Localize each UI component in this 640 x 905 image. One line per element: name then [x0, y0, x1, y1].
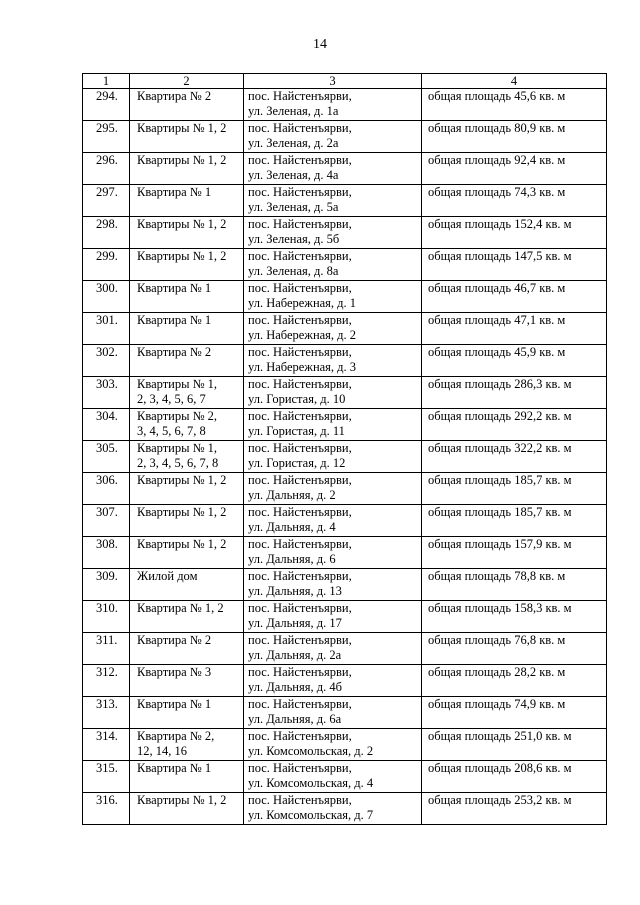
object-area: общая площадь 74,3 кв. м [422, 185, 607, 217]
object-name: Квартира № 2, 12, 14, 16 [130, 729, 244, 761]
address-line-2: ул. Набережная, д. 1 [248, 296, 357, 310]
address-line-2: ул. Зеленая, д. 5б [248, 232, 340, 246]
address-line-1: пос. Найстенъярви, [248, 89, 352, 103]
row-number: 299. [83, 249, 130, 281]
object-address [244, 249, 422, 281]
object-name: Квартиры № 1, 2 [130, 473, 244, 505]
table-row [83, 569, 607, 601]
object-name: Жилой дом [130, 569, 244, 601]
object-address [244, 697, 422, 729]
address-line-1: пос. Найстенъярви, [248, 505, 352, 519]
address-line-1: пос. Найстенъярви, [248, 761, 352, 775]
address-line-1: пос. Найстенъярви, [248, 633, 352, 647]
table-row [83, 313, 607, 345]
address-line-2: ул. Комсомольская, д. 4 [248, 776, 374, 790]
table-row [83, 473, 607, 505]
table-row [83, 281, 607, 313]
object-address [244, 473, 422, 505]
address-line-2: ул. Зеленая, д. 8а [248, 264, 339, 278]
object-name: Квартира № 3 [130, 665, 244, 697]
table-row [83, 89, 607, 121]
object-address [244, 569, 422, 601]
object-name: Квартиры № 1, 2 [130, 793, 244, 825]
address-line-2: ул. Гористая, д. 10 [248, 392, 346, 406]
table-row [83, 633, 607, 665]
table-row [83, 217, 607, 249]
object-area: общая площадь 157,9 кв. м [422, 537, 607, 569]
object-address [244, 121, 422, 153]
object-area: общая площадь 45,6 кв. м [422, 89, 607, 121]
object-area: общая площадь 322,2 кв. м [422, 441, 607, 473]
row-number: 307. [83, 505, 130, 537]
row-number: 308. [83, 537, 130, 569]
object-address [244, 729, 422, 761]
row-number: 295. [83, 121, 130, 153]
object-address [244, 505, 422, 537]
object-address [244, 281, 422, 313]
header-col-4: 4 [422, 74, 607, 89]
address-line-1: пос. Найстенъярви, [248, 729, 352, 743]
table-row [83, 377, 607, 409]
object-area: общая площадь 253,2 кв. м [422, 793, 607, 825]
object-area: общая площадь 47,1 кв. м [422, 313, 607, 345]
page-number: 14 [313, 37, 327, 52]
object-name: Квартира № 1 [130, 313, 244, 345]
address-line-2: ул. Дальняя, д. 17 [248, 616, 342, 630]
row-number: 298. [83, 217, 130, 249]
object-area: общая площадь 28,2 кв. м [422, 665, 607, 697]
address-line-2: ул. Дальняя, д. 4 [248, 520, 336, 534]
object-area: общая площадь 76,8 кв. м [422, 633, 607, 665]
object-area: общая площадь 185,7 кв. м [422, 473, 607, 505]
table-row [83, 153, 607, 185]
object-name: Квартира № 2 [130, 89, 244, 121]
table-row [83, 505, 607, 537]
object-area: общая площадь 208,6 кв. м [422, 761, 607, 793]
object-name: Квартиры № 2, 3, 4, 5, 6, 7, 8 [130, 409, 244, 441]
object-address [244, 345, 422, 377]
object-name: Квартиры № 1, 2 [130, 537, 244, 569]
address-line-2: ул. Зеленая, д. 4а [248, 168, 339, 182]
table-row [83, 729, 607, 761]
object-address [244, 665, 422, 697]
address-line-1: пос. Найстенъярви, [248, 281, 352, 295]
table-row [83, 441, 607, 473]
table-row [83, 249, 607, 281]
object-address [244, 633, 422, 665]
object-name: Квартиры № 1, 2 [130, 249, 244, 281]
row-number: 316. [83, 793, 130, 825]
object-name: Квартира № 1, 2 [130, 601, 244, 633]
object-area: общая площадь 46,7 кв. м [422, 281, 607, 313]
row-number: 303. [83, 377, 130, 409]
address-line-2: ул. Набережная, д. 2 [248, 328, 357, 342]
address-line-1: пос. Найстенъярви, [248, 473, 352, 487]
address-line-2: ул. Зеленая, д. 2а [248, 136, 339, 150]
object-area: общая площадь 251,0 кв. м [422, 729, 607, 761]
object-address [244, 441, 422, 473]
address-line-1: пос. Найстенъярви, [248, 121, 352, 135]
table-row [83, 697, 607, 729]
table-row [83, 121, 607, 153]
header-col-2: 2 [130, 74, 244, 89]
property-table [82, 73, 607, 825]
object-area: общая площадь 286,3 кв. м [422, 377, 607, 409]
object-area: общая площадь 78,8 кв. м [422, 569, 607, 601]
object-address [244, 153, 422, 185]
table-row [83, 185, 607, 217]
object-area: общая площадь 152,4 кв. м [422, 217, 607, 249]
address-line-2: ул. Гористая, д. 11 [248, 424, 345, 438]
header-col-1: 1 [83, 74, 130, 89]
address-line-1: пос. Найстенъярви, [248, 153, 352, 167]
object-name: Квартира № 2 [130, 633, 244, 665]
object-area: общая площадь 292,2 кв. м [422, 409, 607, 441]
address-line-1: пос. Найстенъярви, [248, 441, 352, 455]
table-header [83, 74, 607, 89]
row-number: 302. [83, 345, 130, 377]
object-address [244, 89, 422, 121]
object-area: общая площадь 74,9 кв. м [422, 697, 607, 729]
address-line-2: ул. Комсомольская, д. 2 [248, 744, 374, 758]
header-col-3: 3 [244, 74, 422, 89]
object-address [244, 601, 422, 633]
row-number: 301. [83, 313, 130, 345]
address-line-2: ул. Дальняя, д. 6а [248, 712, 342, 726]
address-line-1: пос. Найстенъярви, [248, 793, 352, 807]
table-row [83, 345, 607, 377]
row-number: 294. [83, 89, 130, 121]
table-row [83, 601, 607, 633]
row-number: 313. [83, 697, 130, 729]
row-number: 296. [83, 153, 130, 185]
object-address [244, 185, 422, 217]
address-line-1: пос. Найстенъярви, [248, 377, 352, 391]
address-line-1: пос. Найстенъярви, [248, 345, 352, 359]
table-row [83, 665, 607, 697]
row-number: 304. [83, 409, 130, 441]
object-address [244, 217, 422, 249]
row-number: 305. [83, 441, 130, 473]
object-address [244, 409, 422, 441]
address-line-1: пос. Найстенъярви, [248, 601, 352, 615]
object-address [244, 377, 422, 409]
address-line-2: ул. Комсомольская, д. 7 [248, 808, 374, 822]
address-line-2: ул. Дальняя, д. 6 [248, 552, 336, 566]
row-number: 312. [83, 665, 130, 697]
address-line-2: ул. Гористая, д. 12 [248, 456, 346, 470]
header-row [83, 74, 607, 89]
address-line-1: пос. Найстенъярви, [248, 665, 352, 679]
row-number: 315. [83, 761, 130, 793]
object-area: общая площадь 158,3 кв. м [422, 601, 607, 633]
address-line-2: ул. Дальняя, д. 4б [248, 680, 342, 694]
table-row [83, 409, 607, 441]
object-name: Квартира № 2 [130, 345, 244, 377]
object-address [244, 761, 422, 793]
table-row [83, 761, 607, 793]
table-body [83, 89, 607, 825]
object-area: общая площадь 80,9 кв. м [422, 121, 607, 153]
object-name: Квартиры № 1, 2 [130, 505, 244, 537]
object-name: Квартиры № 1, 2, 3, 4, 5, 6, 7 [130, 377, 244, 409]
object-area: общая площадь 147,5 кв. м [422, 249, 607, 281]
row-number: 306. [83, 473, 130, 505]
row-number: 297. [83, 185, 130, 217]
address-line-2: ул. Зеленая, д. 1а [248, 104, 339, 118]
address-line-1: пос. Найстенъярви, [248, 217, 352, 231]
object-name: Квартиры № 1, 2, 3, 4, 5, 6, 7, 8 [130, 441, 244, 473]
address-line-1: пос. Найстенъярви, [248, 409, 352, 423]
address-line-2: ул. Зеленая, д. 5а [248, 200, 339, 214]
address-line-2: ул. Дальняя, д. 2 [248, 488, 336, 502]
object-name: Квартира № 1 [130, 185, 244, 217]
address-line-1: пос. Найстенъярви, [248, 313, 352, 327]
object-name: Квартира № 1 [130, 761, 244, 793]
object-name: Квартира № 1 [130, 281, 244, 313]
address-line-1: пос. Найстенъярви, [248, 569, 352, 583]
row-number: 309. [83, 569, 130, 601]
object-name: Квартиры № 1, 2 [130, 121, 244, 153]
object-area: общая площадь 185,7 кв. м [422, 505, 607, 537]
object-address [244, 313, 422, 345]
object-area: общая площадь 45,9 кв. м [422, 345, 607, 377]
address-line-1: пос. Найстенъярви, [248, 249, 352, 263]
row-number: 300. [83, 281, 130, 313]
table-row [83, 537, 607, 569]
address-line-2: ул. Дальняя, д. 13 [248, 584, 342, 598]
table-row [83, 793, 607, 825]
object-address [244, 537, 422, 569]
address-line-1: пос. Найстенъярви, [248, 185, 352, 199]
object-area: общая площадь 92,4 кв. м [422, 153, 607, 185]
row-number: 311. [83, 633, 130, 665]
address-line-1: пос. Найстенъярви, [248, 697, 352, 711]
object-name: Квартира № 1 [130, 697, 244, 729]
row-number: 310. [83, 601, 130, 633]
object-name: Квартиры № 1, 2 [130, 217, 244, 249]
address-line-1: пос. Найстенъярви, [248, 537, 352, 551]
address-line-2: ул. Набережная, д. 3 [248, 360, 357, 374]
object-name: Квартиры № 1, 2 [130, 153, 244, 185]
object-address [244, 793, 422, 825]
address-line-2: ул. Дальняя, д. 2а [248, 648, 342, 662]
row-number: 314. [83, 729, 130, 761]
